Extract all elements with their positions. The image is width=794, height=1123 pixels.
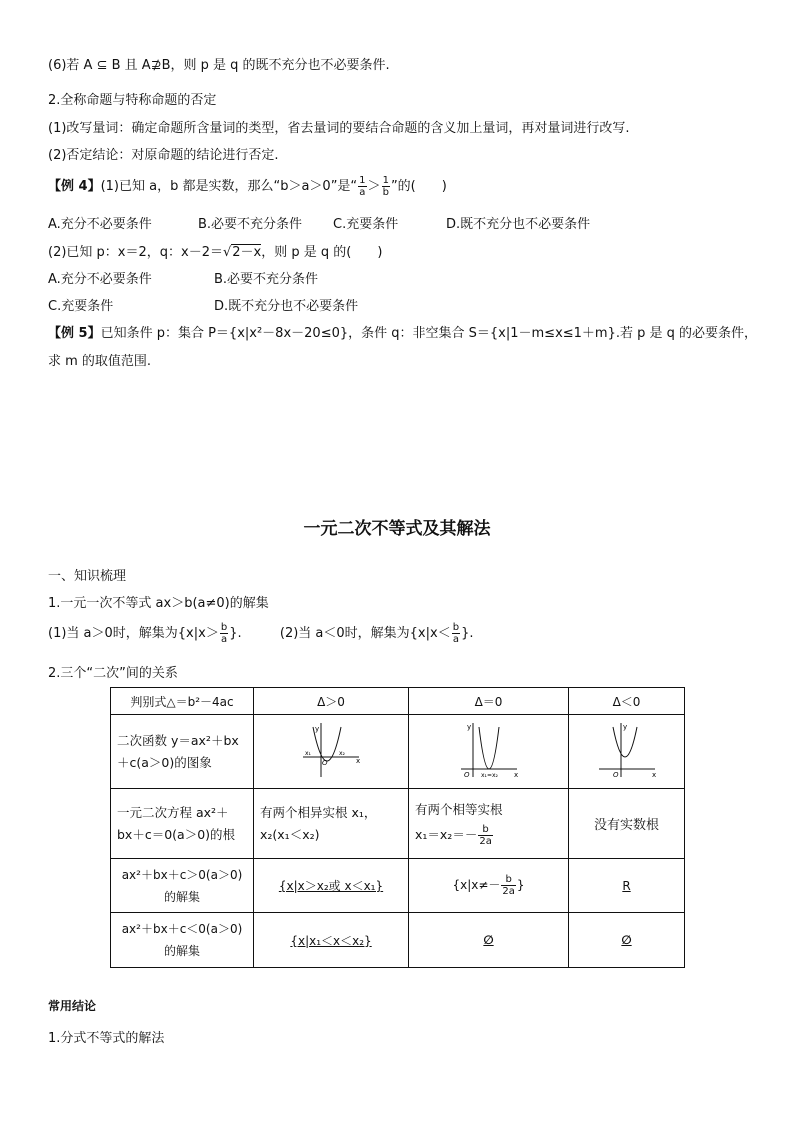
cell-less-two-roots: {x|x₁＜x＜x₂} — [254, 913, 409, 968]
example-5-label: 【例 5】 — [48, 326, 101, 341]
case-1-pre: (1)当 a＞0时，解集为{x|x＞ — [48, 626, 219, 641]
parabola-no-root-graph — [597, 721, 657, 779]
rule-1: (1)改写量词：确定命题所含量词的类型，省去量词的要结合命题的含义加上量词，再对量词进行改写. — [48, 121, 630, 136]
svg-text:O: O — [322, 759, 328, 767]
table-header-cell: Δ＜0 — [569, 688, 685, 715]
table-header-cell: Δ＝0 — [409, 688, 569, 715]
q2-option-b: B.必要不充分条件 — [214, 272, 319, 287]
section-title: 一元二次不等式及其解法 — [303, 519, 491, 539]
row-label-greater: ax²＋bx＋c＞0(a＞0) 的解集 — [111, 859, 254, 913]
q1-post: ”的( ) — [390, 179, 447, 194]
sqrt-content: 2－x — [232, 245, 262, 260]
table-row — [111, 859, 685, 913]
cell-no-real-roots: 没有实数根 — [569, 789, 685, 859]
svg-text:y: y — [466, 723, 471, 731]
common-item-1: 1.分式不等式的解法 — [48, 1031, 165, 1046]
cell-less-no-root: ∅ — [569, 913, 685, 968]
parabola-two-roots-graph — [301, 721, 361, 779]
graph-one-root — [409, 715, 569, 789]
item-6: (6)若 A ⊆ B 且 A⊉B，则 p 是 q 的既不充分也不必要条件. — [48, 58, 390, 73]
table-header-cell: 判别式△＝b²－4ac — [111, 688, 254, 715]
q2-option-c: C.充要条件 — [48, 299, 114, 314]
table-header-cell: Δ＞0 — [254, 688, 409, 715]
table-row — [111, 913, 685, 968]
example-5-line-1 — [48, 322, 757, 341]
common-heading: 常用结论 — [48, 999, 97, 1013]
q2-pre: (2)已知 p：x＝2，q：x－2＝ — [48, 245, 223, 260]
quadratic-relations-table — [110, 687, 685, 968]
q2-option-d: D.既不充分也不必要条件 — [214, 299, 359, 314]
fraction-1-over-b: $\frac{1}{b}$ — [382, 175, 389, 198]
section-2-heading: 2.全称命题与特称命题的否定 — [48, 93, 217, 108]
svg-text:x: x — [356, 757, 361, 765]
knowledge-cases — [48, 622, 473, 645]
row-label-less: ax²＋bx＋c＜0(a＞0) 的解集 — [111, 913, 254, 968]
sqrt-sign: √ — [222, 245, 232, 260]
fraction-b-over-a-1: $\frac{b}{a}$ — [220, 622, 228, 645]
fraction-b-over-a-2: $\frac{b}{a}$ — [452, 622, 460, 645]
svg-text:y: y — [315, 725, 320, 733]
cell-less-equal-root: ∅ — [409, 913, 569, 968]
example-5-line-2: 求 m 的取值范围. — [48, 354, 152, 369]
table-row — [111, 688, 685, 715]
q2-post: ，则 p 是 q 的( ) — [261, 245, 383, 260]
svg-text:x₁=x₂: x₁=x₂ — [480, 772, 498, 779]
example-4-q2 — [48, 241, 382, 260]
gt-sign: ＞ — [367, 179, 381, 194]
knowledge-item-1: 1.一元一次不等式 ax＞b(a≠0)的解集 — [48, 596, 269, 611]
graph-two-roots — [254, 715, 409, 789]
graph-no-root — [569, 715, 685, 789]
cell-greater-no-root: R — [569, 859, 685, 913]
q1-option-c: C.充要条件 — [333, 217, 399, 232]
svg-text:x₁: x₁ — [305, 750, 311, 757]
case-2-pre: (2)当 a＜0时，解集为{x|x＜ — [279, 626, 451, 641]
q1-option-b: B.必要不充分条件 — [198, 217, 303, 232]
q2-option-a: A.充分不必要条件 — [48, 272, 152, 287]
svg-text:O: O — [612, 771, 619, 779]
svg-text:y: y — [622, 723, 627, 731]
table-row — [111, 789, 685, 859]
q1-option-d: D.既不充分也不必要条件 — [446, 217, 591, 232]
cell-greater-two-roots: {x|x＞x₂或 x＜x₁} — [254, 859, 409, 913]
rule-2: (2)否定结论：对原命题的结论进行否定. — [48, 148, 279, 163]
knowledge-item-2: 2.三个“二次”间的关系 — [48, 666, 178, 681]
example-4-label: 【例 4】 — [48, 179, 101, 194]
svg-text:x: x — [513, 771, 518, 779]
cell-equal-roots: 有两个相等实根 x₁＝x₂＝－ $\frac{b}{2a}$ — [409, 789, 569, 859]
example-4-q1 — [48, 175, 447, 198]
cell-two-distinct-roots: 有两个相异实根 x₁， x₂(x₁＜x₂) — [254, 789, 409, 859]
svg-text:x: x — [651, 771, 656, 779]
parabola-one-root-graph — [459, 721, 519, 779]
fraction-1-over-a: $\frac{1}{a}$ — [359, 175, 366, 198]
svg-text:x₂: x₂ — [339, 750, 345, 757]
case-1-post: }. — [229, 626, 242, 641]
row-label-graph: 二次函数 y＝ax²＋bx ＋c(a＞0)的图象 — [111, 715, 254, 789]
case-2-post: }. — [461, 626, 474, 641]
q1-option-a: A.充分不必要条件 — [48, 217, 152, 232]
table-row — [111, 715, 685, 789]
row-label-equation: 一元二次方程 ax²＋ bx＋c＝0(a＞0)的根 — [111, 789, 254, 859]
q1-pre: (1)已知 a，b 都是实数，那么“b＞a＞0”是“ — [100, 179, 358, 194]
svg-text:O: O — [463, 771, 470, 779]
knowledge-heading: 一、知识梳理 — [48, 569, 127, 584]
example-5-text: 已知条件 p：集合 P＝{x|x²－8x－20≤0}，条件 q：非空集合 S＝{x|1－m≤x≤1＋m}.若 p 是 q 的必要条件， — [100, 326, 758, 341]
cell-greater-equal-root: {x|x≠－ $\frac{b}{2a}$ } — [409, 859, 569, 913]
